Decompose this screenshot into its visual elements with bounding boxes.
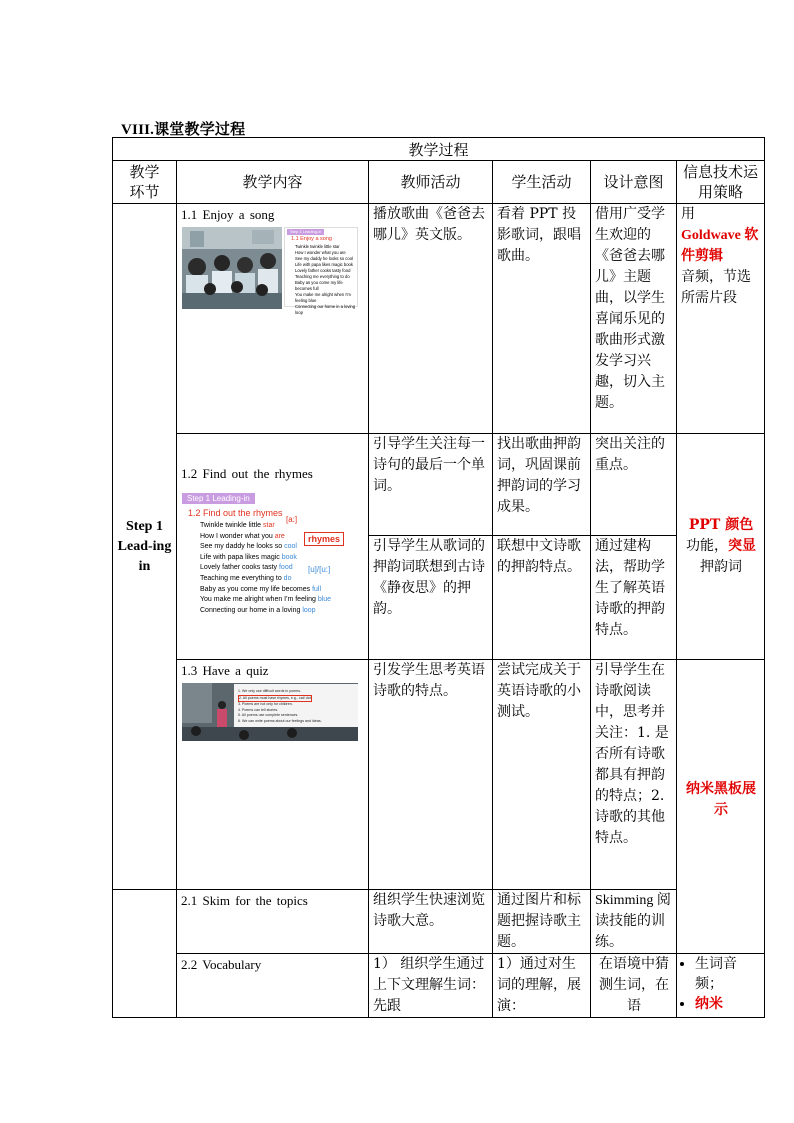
rhyme-line-text: See my daddy he looks so bbox=[200, 543, 285, 551]
song-line: Life with papa likes magic book bbox=[295, 262, 353, 267]
header-intent: 设计意图 bbox=[591, 161, 677, 204]
tech-2-2-item bbox=[695, 994, 764, 1014]
header-teacher: 教师活动 bbox=[369, 161, 493, 204]
student-2-1: 通过图片和标题把握诗歌主题。 bbox=[493, 890, 591, 954]
rhyme-line bbox=[200, 521, 354, 532]
rhymes-box-label: rhymes bbox=[304, 532, 344, 546]
song-lyrics-slide bbox=[284, 227, 358, 315]
header-tech: 信息技术运用策略 bbox=[677, 161, 765, 204]
rhyme-word: food bbox=[278, 564, 293, 572]
intent-1-2a: 突出关注的重点。 bbox=[591, 434, 677, 536]
header-stage: 教学 环节 bbox=[113, 161, 177, 204]
tech-1-2-post: 押韵词 bbox=[700, 559, 743, 575]
tech-1-3-red: 纳米黑板展示 bbox=[686, 780, 757, 818]
table-row bbox=[113, 954, 765, 1018]
rhymes-slide-heading: 1.2 Find out the rhymes bbox=[188, 508, 283, 518]
song-line: See my daddy he looks so cool bbox=[295, 256, 353, 261]
student-2-2: 1）通过对生词的理解，展演： bbox=[493, 954, 591, 1018]
song-line: Teaching me everything to do bbox=[295, 274, 350, 279]
quiz-line: 4. Poems can tell stories. bbox=[238, 707, 279, 712]
tech-1-1-post: 音频，节选所需片段 bbox=[681, 269, 751, 306]
content-1-2 bbox=[177, 434, 369, 660]
rhyme-line-text: How I wonder what you bbox=[200, 532, 275, 540]
quiz-line: 3. Poems are not only for children. bbox=[238, 702, 293, 707]
slide-tag: Step 1 Leading-in bbox=[287, 229, 324, 235]
tech-1-1-red: Goldwave 软件剪辑 bbox=[681, 228, 759, 264]
quiz-line: 1. We only use difficult words in poems. bbox=[238, 689, 301, 693]
song-slide-image bbox=[182, 227, 358, 315]
rhymes-slide-tag: Step 1 Leading-in bbox=[182, 493, 255, 504]
rhyme-line-text: Twinkle twinkle little bbox=[200, 522, 264, 529]
tech-2-2-item: • 生词音频； bbox=[695, 954, 764, 994]
rhyme-line bbox=[200, 595, 354, 606]
teacher-1-1: 播放歌曲《爸爸去哪儿》英文版。 bbox=[369, 204, 493, 434]
rhyme-line-text: Connecting our home in a loving bbox=[200, 606, 303, 614]
song-line: You make me alright when I'm feeling blue bbox=[295, 292, 351, 303]
rhyme-word: star bbox=[263, 522, 275, 529]
student-1-2a: 找出歌曲押韵词，巩固课前押韵词的学习成果。 bbox=[493, 434, 591, 536]
rhyme-word: book bbox=[281, 553, 297, 561]
rhyme-line bbox=[200, 585, 354, 596]
rhyme-line-text: Teaching me everything to bbox=[200, 574, 284, 582]
rhyme-line-text: Baby as you come my life becomes bbox=[200, 585, 313, 593]
rhyme-word: loop bbox=[302, 606, 316, 614]
content-1-3-title: 1.3 Have a quiz bbox=[181, 663, 269, 678]
song-line: Lovely father cooks tasty food bbox=[295, 268, 351, 273]
rhymes-slide bbox=[182, 488, 354, 616]
table-row bbox=[113, 434, 765, 536]
slide-heading: 1.1 Enjoy a song bbox=[291, 236, 332, 242]
quiz-line: 2. All poems must have rhymes, e.g., cat/ dot bbox=[238, 695, 312, 703]
phonetic-a: [a:] bbox=[286, 515, 298, 524]
tech-1-2 bbox=[677, 434, 765, 660]
quiz-photo-image bbox=[182, 683, 358, 741]
rhyme-line-text: You make me alright when I'm feeling bbox=[200, 596, 318, 604]
quiz-line: 6. We can write poems about our feelings and ideas. bbox=[238, 718, 322, 723]
teacher-2-2: 1） 组织学生通过上下文理解生词：先跟 bbox=[369, 954, 493, 1018]
intent-2-2: 在语境中猜测生词，在语 bbox=[591, 954, 677, 1018]
teacher-1-3: 引发学生思考英语诗歌的特点。 bbox=[369, 660, 493, 890]
quiz-line: 5. All poems use complete sentences. bbox=[238, 713, 299, 718]
quiz-lines bbox=[238, 689, 356, 725]
tech-1-2-red1: PPT 颜色 bbox=[688, 517, 754, 533]
rhyme-line bbox=[200, 563, 354, 574]
table-row bbox=[113, 204, 765, 434]
content-1-3 bbox=[177, 660, 369, 890]
tech-2-2-item-red: 纳米 bbox=[695, 996, 723, 1012]
tech-1-3 bbox=[677, 660, 765, 954]
tech-1-1-pre: 用 bbox=[681, 206, 695, 222]
content-2-2-title: 2.2 Vocabulary bbox=[181, 957, 262, 972]
song-lines bbox=[287, 244, 357, 316]
table-caption: 教学过程 bbox=[113, 138, 765, 161]
intent-1-3: 引导学生在诗歌阅读中，思考并关注：1. 是否所有诗歌都具有押韵的特点；2. 诗歌的其他特点。 bbox=[591, 660, 677, 890]
header-student: 学生活动 bbox=[493, 161, 591, 204]
section-title: VIII.课堂教学过程 bbox=[121, 122, 246, 138]
tech-1-1 bbox=[677, 204, 765, 434]
phonetic-u: [u]/[u:] bbox=[308, 565, 331, 574]
teacher-1-2a: 引导学生关注每一诗句的最后一个单词。 bbox=[369, 434, 493, 536]
song-line: Baby as you come my life becomes full bbox=[295, 280, 343, 291]
content-1-1-title: 1.1 Enjoy a song bbox=[181, 207, 275, 222]
content-1-2-title: 1.2 Find out the rhymes bbox=[181, 466, 313, 481]
stage-step1-label: Step 1 Lead-ing in bbox=[117, 518, 172, 574]
content-2-1-title: 2.1 Skim for the topics bbox=[181, 893, 308, 908]
rhyme-word: blue bbox=[317, 596, 332, 604]
rhyme-word: full bbox=[312, 585, 322, 593]
tech-2-2-list bbox=[683, 954, 764, 1014]
rhyme-word: cool bbox=[284, 543, 297, 551]
student-1-2b: 联想中文诗歌的押韵特点。 bbox=[493, 536, 591, 660]
stage-step1 bbox=[113, 204, 177, 890]
rhyme-line bbox=[200, 606, 354, 617]
student-1-3: 尝试完成关于英语诗歌的小测试。 bbox=[493, 660, 591, 890]
song-line: How I wonder what you are bbox=[295, 250, 346, 255]
intent-2-1: Skimming 阅读技能的训练。 bbox=[591, 890, 677, 954]
intent-1-2b: 通过建构法，帮助学生了解英语诗歌的押韵特点。 bbox=[591, 536, 677, 660]
rhyme-line-text: Lovely father cooks tasty bbox=[200, 564, 279, 572]
intent-1-1: 借用广受学生欢迎的《爸爸去哪儿》主题曲，以学生喜闻乐见的歌曲形式激发学习兴趣，切入主题。 bbox=[591, 204, 677, 434]
rhymes-slide-image bbox=[182, 488, 358, 618]
header-row bbox=[113, 161, 765, 204]
header-content: 教学内容 bbox=[177, 161, 369, 204]
song-line: Twinkle twinkle little star bbox=[295, 244, 340, 249]
teacher-2-1: 组织学生快速浏览诗歌大意。 bbox=[369, 890, 493, 954]
teaching-process-table bbox=[112, 137, 765, 1018]
table-row bbox=[113, 890, 765, 954]
teacher-1-2b: 引导学生从歌词的押韵词联想到古诗《静夜思》的押韵。 bbox=[369, 536, 493, 660]
stage-step2 bbox=[113, 890, 177, 1018]
rhyme-line bbox=[200, 574, 354, 585]
tech-1-2-red2: 突显 bbox=[728, 538, 757, 554]
content-2-2 bbox=[177, 954, 369, 1018]
rhyme-word: are bbox=[274, 532, 285, 540]
student-1-1: 看着 PPT 投影歌词，跟唱歌曲。 bbox=[493, 204, 591, 434]
content-2-1 bbox=[177, 890, 369, 954]
rhyme-line-text: Life with papa likes magic bbox=[200, 553, 282, 561]
classroom-photo-icon bbox=[182, 227, 282, 309]
song-line: Connecting our home in a loving loop bbox=[295, 304, 356, 315]
tech-1-2-mid: 功能， bbox=[686, 538, 729, 554]
table-row bbox=[113, 660, 765, 890]
rhyme-line bbox=[200, 553, 354, 564]
tech-2-2 bbox=[677, 954, 765, 1018]
rhyme-word: do bbox=[283, 574, 292, 582]
content-1-1 bbox=[177, 204, 369, 434]
